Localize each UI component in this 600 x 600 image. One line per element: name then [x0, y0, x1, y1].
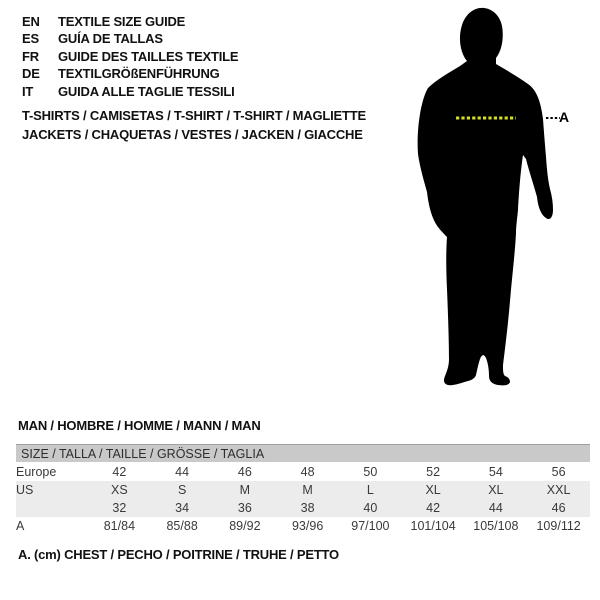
size-cell: 46 [527, 499, 590, 517]
size-cell: XXL [527, 481, 590, 499]
table-row-europe [16, 462, 590, 481]
row-label [16, 499, 88, 517]
language-list [22, 13, 238, 100]
language-label: TEXTILE SIZE GUIDE [58, 14, 186, 29]
table-row-chest-cm [16, 517, 590, 535]
row-label: Europe [16, 464, 57, 479]
size-cell: 50 [363, 464, 378, 479]
measure-label-a: A [559, 109, 570, 125]
size-cell: 34 [151, 499, 214, 517]
size-cell: 97/100 [351, 519, 390, 533]
man-silhouette-icon [400, 5, 575, 395]
size-cell: 48 [300, 464, 315, 479]
size-cell: 44 [465, 499, 528, 517]
man-silhouette-figure [400, 5, 575, 395]
language-row-es [22, 30, 238, 47]
language-code: EN [22, 14, 40, 29]
language-code: DE [22, 66, 40, 82]
language-code: FR [22, 48, 39, 64]
size-cell: 46 [237, 464, 252, 479]
language-label: TEXTILGRÖßENFÜHRUNG [58, 66, 220, 82]
size-cell: 52 [426, 464, 441, 479]
row-label: US [16, 481, 88, 499]
table-row-numeric [16, 499, 590, 517]
size-cell: 81/84 [103, 519, 136, 533]
language-code: IT [22, 83, 34, 99]
size-cell: 54 [488, 464, 503, 479]
size-cell: 42 [402, 499, 465, 517]
size-table-header-row [16, 445, 590, 463]
language-row-it [22, 83, 238, 100]
size-cell: 109/112 [536, 519, 581, 533]
size-cell: 85/88 [166, 519, 198, 533]
size-cell: M [276, 481, 339, 499]
size-cell: 93/96 [291, 519, 324, 533]
size-cell: 42 [112, 464, 127, 479]
size-cell: L [339, 481, 402, 499]
row-label: A [16, 519, 25, 533]
language-label: GUIDE DES TAILLES TEXTILE [58, 48, 239, 64]
size-cell: XL [402, 481, 465, 499]
size-cell: 36 [214, 499, 277, 517]
size-cell: 56 [551, 464, 566, 479]
size-table [16, 444, 590, 535]
size-cell: 101/104 [410, 519, 456, 533]
size-cell: XL [465, 481, 528, 499]
language-label: GUIDA ALLE TAGLIE TESSILI [58, 83, 235, 99]
size-cell: 38 [276, 499, 339, 517]
language-row-de [22, 65, 238, 82]
size-cell: 32 [88, 499, 151, 517]
section-title-man: MAN / HOMBRE / HOMME / MANN / MAN [18, 418, 261, 433]
size-cell: 89/92 [229, 519, 261, 533]
size-cell: S [151, 481, 214, 499]
language-row-en [22, 13, 238, 30]
table-row-us [16, 481, 590, 499]
measurement-footnote: A. (cm) CHEST / PECHO / POITRINE / TRUHE / PETTO [18, 547, 339, 562]
garment-categories [22, 107, 366, 144]
category-tshirts: T-SHIRTS / CAMISETAS / T-SHIRT / T-SHIRT / MAGLIETTE [22, 108, 366, 123]
size-cell: 44 [175, 464, 190, 479]
category-jackets: JACKETS / CHAQUETAS / VESTES / JACKEN / GIACCHE [22, 126, 363, 142]
size-cell: XS [88, 481, 151, 499]
language-row-fr [22, 48, 238, 65]
language-code: ES [22, 31, 39, 47]
size-table-header: SIZE / TALLA / TAILLE / GRÖSSE / TAGLIA [16, 445, 590, 463]
language-label: GUÍA DE TALLAS [58, 31, 163, 47]
size-cell: M [214, 481, 277, 499]
size-cell: 40 [339, 499, 402, 517]
size-cell: 105/108 [473, 519, 519, 533]
